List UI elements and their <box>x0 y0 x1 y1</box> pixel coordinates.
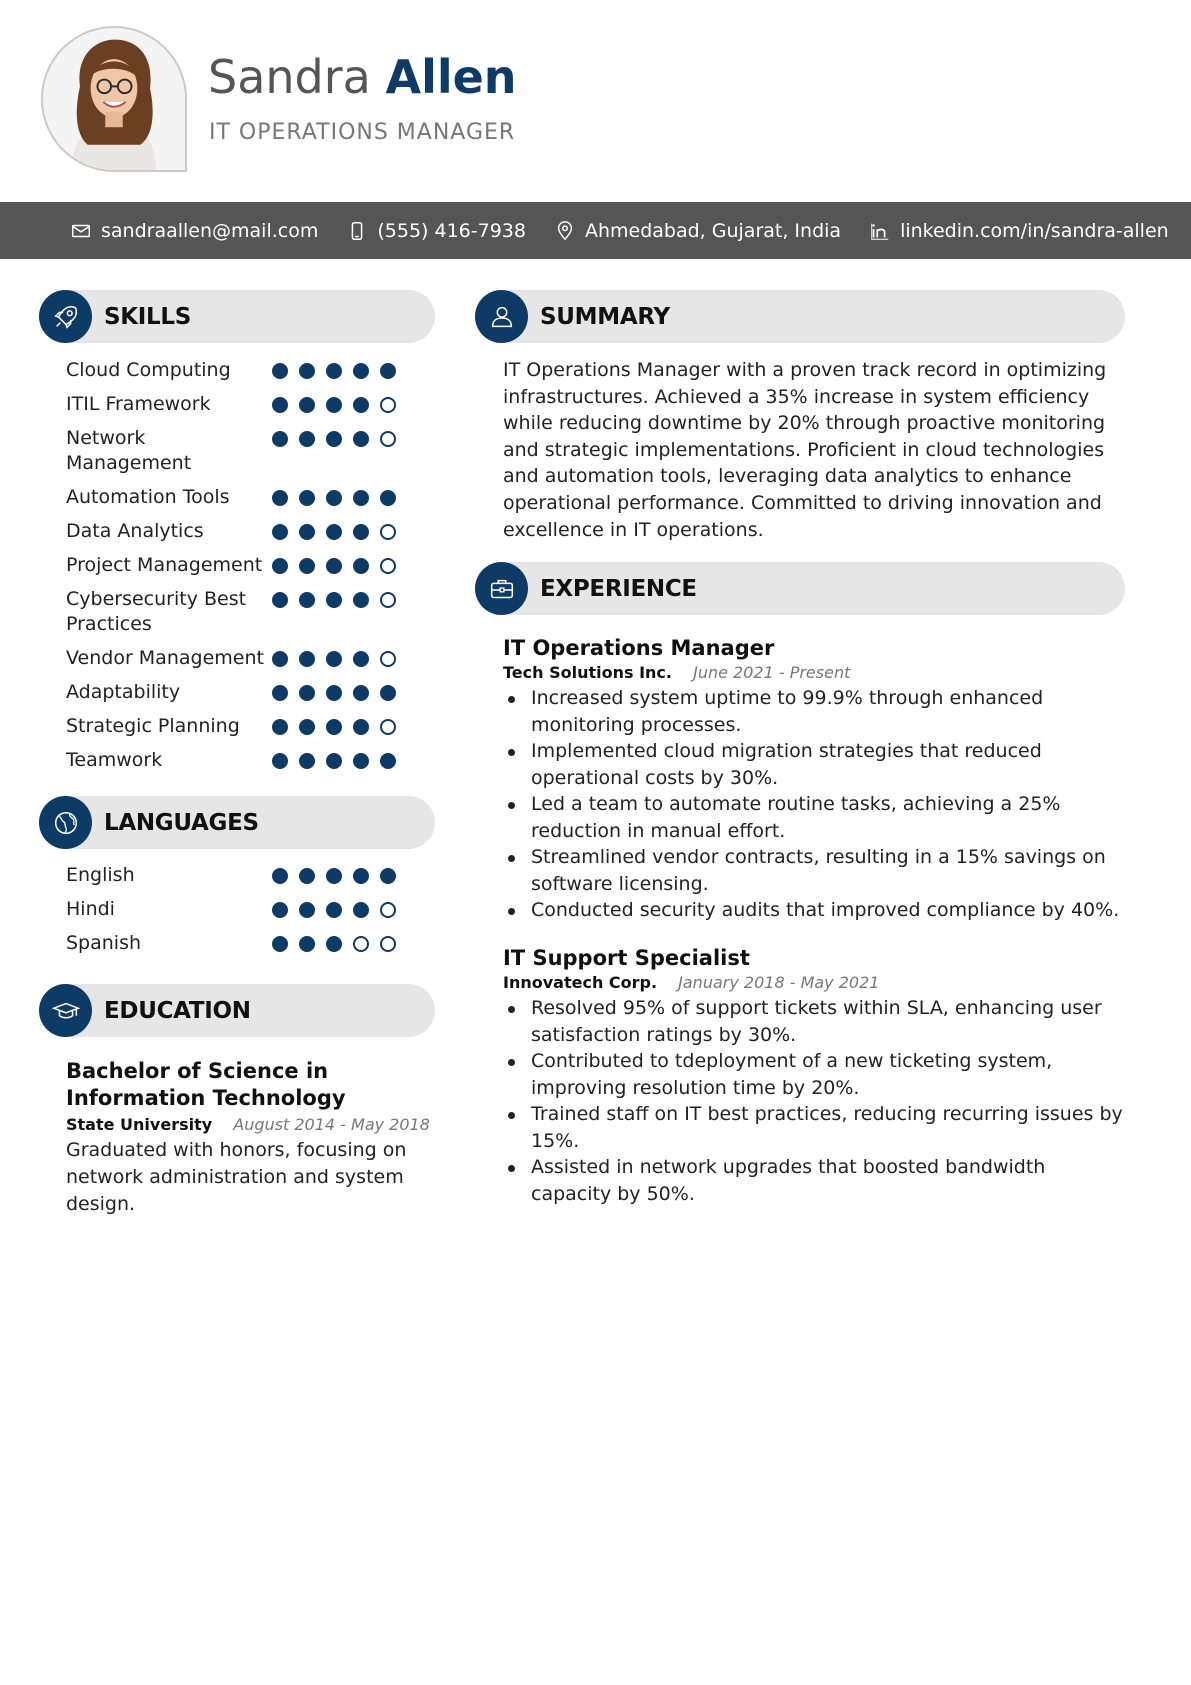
job-bullets <box>503 995 1123 1207</box>
education-description: Graduated with honors, focusing on network administration and system design. <box>66 1139 407 1215</box>
skill-label: Cybersecurity Best Practices <box>66 588 247 635</box>
degree: Bachelor of Science in Information Technology <box>66 1059 346 1110</box>
skill-label: Vendor Management <box>66 647 264 669</box>
rating-dot-filled <box>326 431 342 447</box>
rating-dot-filled <box>326 524 342 540</box>
rating-dots <box>272 863 407 884</box>
rating-dots <box>272 680 407 701</box>
education-section-header <box>39 984 435 1037</box>
rating-dot-filled <box>380 868 396 884</box>
briefcase-icon <box>475 562 528 615</box>
bullet-item: Conducted security audits that improved compliance by 40%. <box>503 897 1123 924</box>
rating-dots <box>272 358 407 379</box>
skill-row <box>66 680 407 705</box>
rating-dots <box>272 519 407 540</box>
contact-linkedin[interactable] <box>869 220 1169 242</box>
bullet-item: Contributed to tdeployment of a new ticketing system, improving resolution time by 20%. <box>503 1048 1123 1101</box>
rating-dot-filled <box>299 363 315 379</box>
school-name: State University <box>66 1115 213 1134</box>
rating-dot-filled <box>326 753 342 769</box>
rocket-icon <box>39 290 92 343</box>
company-name: Innovatech Corp. <box>503 973 658 992</box>
rating-dots <box>272 897 407 918</box>
job-dates: January 2018 - May 2021 <box>678 973 880 992</box>
section-title: EDUCATION <box>104 997 251 1024</box>
skill-row <box>66 485 407 510</box>
rating-dot-empty <box>380 936 396 952</box>
rating-dot-empty <box>380 524 396 540</box>
rating-dots <box>272 714 407 735</box>
section-title: SKILLS <box>104 303 192 330</box>
rating-dot-empty <box>380 902 396 918</box>
rating-dots <box>272 931 407 952</box>
job-role: IT Operations Manager <box>503 636 775 660</box>
rating-dot-filled <box>299 397 315 413</box>
skill-row <box>66 587 407 637</box>
rating-dot-filled <box>299 902 315 918</box>
education-dates: August 2014 - May 2018 <box>233 1115 430 1134</box>
rating-dot-filled <box>299 685 315 701</box>
language-row <box>66 897 407 922</box>
rating-dot-filled <box>272 431 288 447</box>
skill-row <box>66 714 407 739</box>
rating-dot-filled <box>353 685 369 701</box>
language-label: Spanish <box>66 932 142 954</box>
rating-dot-empty <box>380 431 396 447</box>
rating-dot-filled <box>299 868 315 884</box>
skill-row <box>66 553 407 578</box>
rating-dot-filled <box>299 719 315 735</box>
job-bullets <box>503 685 1123 924</box>
location-pin-icon <box>554 220 576 242</box>
rating-dot-filled <box>380 685 396 701</box>
experience-entry <box>503 636 1123 924</box>
rating-dot-filled <box>353 490 369 506</box>
first-name: Sandra <box>208 50 371 104</box>
bullet-item: Resolved 95% of support tickets within SLA, enhancing user satisfaction ratings by 30%. <box>503 995 1123 1048</box>
skill-label: Adaptability <box>66 681 181 703</box>
contact-phone[interactable] <box>346 220 526 242</box>
full-name <box>208 50 517 104</box>
summary-section-header <box>475 290 1125 343</box>
section-title: SUMMARY <box>540 303 670 330</box>
rating-dot-filled <box>353 719 369 735</box>
last-name: Allen <box>385 50 517 104</box>
phone-text: (555) 416-7938 <box>377 219 526 242</box>
skill-label: Project Management <box>66 554 263 576</box>
rating-dot-filled <box>353 651 369 667</box>
rating-dots <box>272 485 407 506</box>
skill-row <box>66 748 407 773</box>
job-title: IT OPERATIONS MANAGER <box>209 120 516 145</box>
rating-dot-filled <box>299 431 315 447</box>
rating-dot-filled <box>299 651 315 667</box>
rating-dots <box>272 748 407 769</box>
contact-bar <box>0 202 1191 259</box>
skill-label: Network Management <box>66 427 192 474</box>
rating-dot-empty <box>380 651 396 667</box>
rating-dot-filled <box>326 868 342 884</box>
language-label: English <box>66 864 135 886</box>
linkedin-icon <box>869 220 891 242</box>
skill-row <box>66 519 407 544</box>
rating-dot-filled <box>299 524 315 540</box>
resume-header <box>0 0 1191 202</box>
rating-dot-filled <box>380 753 396 769</box>
rating-dot-empty <box>380 558 396 574</box>
envelope-icon <box>70 220 92 242</box>
job-role: IT Support Specialist <box>503 946 750 970</box>
rating-dot-filled <box>326 902 342 918</box>
rating-dot-filled <box>326 490 342 506</box>
rating-dot-filled <box>272 363 288 379</box>
skills-section-header <box>39 290 435 343</box>
skill-row <box>66 646 407 671</box>
rating-dot-filled <box>353 592 369 608</box>
rating-dot-filled <box>326 397 342 413</box>
rating-dot-filled <box>326 936 342 952</box>
job-dates: June 2021 - Present <box>693 663 851 682</box>
rating-dot-empty <box>380 719 396 735</box>
rating-dot-filled <box>272 868 288 884</box>
rating-dot-empty <box>353 936 369 952</box>
rating-dots <box>272 392 407 413</box>
bullet-item: Trained staff on IT best practices, reducing recurring issues by 15%. <box>503 1101 1123 1154</box>
profile-photo <box>41 26 187 172</box>
rating-dots <box>272 426 407 447</box>
bullet-item: Streamlined vendor contracts, resulting in a 15% savings on software licensing. <box>503 844 1123 897</box>
language-row <box>66 931 407 956</box>
rating-dots <box>272 587 407 608</box>
skill-label: Cloud Computing <box>66 359 231 381</box>
graduation-cap-icon <box>39 984 92 1037</box>
skill-label: Automation Tools <box>66 486 230 508</box>
portrait-illustration <box>43 28 185 170</box>
rating-dot-filled <box>272 936 288 952</box>
rating-dot-filled <box>353 363 369 379</box>
rating-dot-filled <box>272 397 288 413</box>
rating-dot-filled <box>353 524 369 540</box>
skill-row <box>66 392 407 417</box>
rating-dot-filled <box>353 431 369 447</box>
rating-dot-filled <box>326 592 342 608</box>
location-text: Ahmedabad, Gujarat, India <box>584 219 842 242</box>
rating-dot-filled <box>272 719 288 735</box>
skill-row <box>66 358 407 383</box>
rating-dot-filled <box>326 363 342 379</box>
rating-dot-filled <box>326 719 342 735</box>
job-org-line <box>503 663 1123 682</box>
contact-email[interactable] <box>70 220 318 242</box>
bullet-item: Assisted in network upgrades that boosted bandwidth capacity by 50%. <box>503 1154 1123 1207</box>
rating-dot-filled <box>272 490 288 506</box>
phone-icon <box>346 220 368 242</box>
education-entry <box>66 1058 436 1218</box>
bullet-item: Implemented cloud migration strategies that reduced operational costs by 30%. <box>503 738 1123 791</box>
rating-dot-empty <box>380 397 396 413</box>
globe-icon <box>39 796 92 849</box>
section-title: EXPERIENCE <box>540 575 697 602</box>
rating-dots <box>272 646 407 667</box>
rating-dot-filled <box>353 902 369 918</box>
rating-dot-filled <box>299 558 315 574</box>
rating-dot-filled <box>272 592 288 608</box>
rating-dot-filled <box>299 592 315 608</box>
user-icon <box>475 290 528 343</box>
experience-section-header <box>475 562 1125 615</box>
language-label: Hindi <box>66 898 115 920</box>
skill-label: Data Analytics <box>66 520 204 542</box>
rating-dot-filled <box>353 558 369 574</box>
languages-section-header <box>39 796 435 849</box>
language-row <box>66 863 407 888</box>
skills-list <box>66 358 407 782</box>
email-text: sandraallen@mail.com <box>101 219 319 242</box>
rating-dot-filled <box>353 868 369 884</box>
experience-entry <box>503 946 1123 1207</box>
company-name: Tech Solutions Inc. <box>503 663 672 682</box>
rating-dot-filled <box>326 558 342 574</box>
rating-dots <box>272 553 407 574</box>
rating-dot-filled <box>380 363 396 379</box>
rating-dot-filled <box>272 651 288 667</box>
rating-dot-filled <box>272 524 288 540</box>
rating-dot-filled <box>272 753 288 769</box>
linkedin-text: linkedin.com/in/sandra-allen <box>900 219 1169 242</box>
summary-text: IT Operations Manager with a proven track record in optimizing infrastructures. Achieved a 35% increase in system efficiency while reducing downtime by 20% through proactive monitoring and strategic implementations. Proficient in cloud technologies and automation tools, leveraging data analytics to enhance operational performance. Committed to driving innovation and excellence in IT operations. <box>503 359 1107 541</box>
section-title: LANGUAGES <box>104 809 259 836</box>
rating-dot-filled <box>353 397 369 413</box>
skill-row <box>66 426 407 476</box>
rating-dot-filled <box>299 490 315 506</box>
languages-list <box>66 863 407 965</box>
rating-dot-empty <box>380 592 396 608</box>
rating-dot-filled <box>299 753 315 769</box>
rating-dot-filled <box>380 490 396 506</box>
rating-dot-filled <box>326 651 342 667</box>
rating-dot-filled <box>326 685 342 701</box>
bullet-item: Led a team to automate routine tasks, achieving a 25% reduction in manual effort. <box>503 791 1123 844</box>
job-org-line <box>503 973 1123 992</box>
skill-label: ITIL Framework <box>66 393 211 415</box>
bullet-item: Increased system uptime to 99.9% through enhanced monitoring processes. <box>503 685 1123 738</box>
skill-label: Teamwork <box>66 749 163 771</box>
rating-dot-filled <box>272 902 288 918</box>
education-org-line <box>66 1115 436 1134</box>
rating-dot-filled <box>353 753 369 769</box>
skill-label: Strategic Planning <box>66 715 240 737</box>
rating-dot-filled <box>272 558 288 574</box>
rating-dot-filled <box>299 936 315 952</box>
contact-location <box>554 220 841 242</box>
rating-dot-filled <box>272 685 288 701</box>
